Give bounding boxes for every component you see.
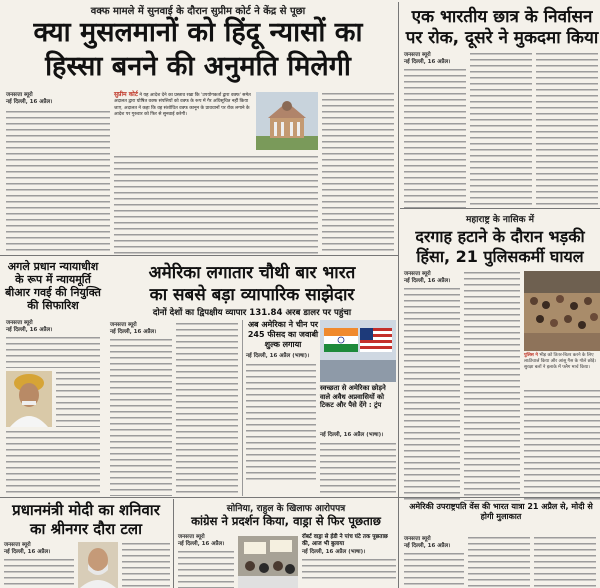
vadra-body bbox=[302, 558, 396, 582]
student-byline: जनसत्ता ब्यूरो नई दिल्ली, 16 अप्रैल। bbox=[404, 52, 451, 65]
student-headline-line1: एक भारतीय छात्र के निर्वासन bbox=[411, 7, 593, 27]
congress-headline: कांग्रेस ने प्रदर्शन किया, वाड्रा से फिर पूछताछ bbox=[191, 514, 381, 528]
tariff-sidebar-headline: अब अमेरिका ने चीन पर 245 फीसद का जवाबी शुल्क लगाया bbox=[247, 320, 319, 349]
congress-body bbox=[178, 550, 234, 588]
tariff-sidebar-body bbox=[246, 363, 316, 483]
chief-justice-body-right bbox=[56, 371, 100, 427]
vadra-dateline: नई दिल्ली, 16 अप्रैल (भाषा)। bbox=[302, 549, 366, 556]
congress-protest-photo bbox=[238, 536, 298, 588]
nashik-body-col1 bbox=[404, 287, 460, 501]
tweet-body bbox=[320, 442, 396, 496]
student-body-col2 bbox=[470, 52, 532, 208]
nashik-body-col2 bbox=[464, 271, 520, 501]
modi-headline-line1: प्रधानमंत्री मोदी का शनिवार bbox=[12, 501, 160, 519]
chief-justice-byline: जनसत्ता ब्यूरो नई दिल्ली, 16 अप्रैल। bbox=[6, 320, 53, 333]
vance-headline: अमेरिकी उपराष्ट्रपति वेंस की भारत यात्रा 21 अप्रैल से, मोदी से होगी मुलाकात bbox=[409, 502, 593, 521]
column-divider-right bbox=[398, 2, 399, 588]
lead-quote-text: ने यह आदेश देने का प्रस्ताव रखा कि 'उपयोगकर्ता द्वारा वक्फ' समेत अदालत द्वारा घोषित वक्फ संपत्तियों को वक्फ के रूप में गैर अधिसूचित नहीं किया जाए, अदालत ने कहा कि वह संशोधित वक्फ कानून के प्रावधानों पर रोक लगाने के आदेश पर गुरुवार को फिर से सुनवाई करेगी। bbox=[114, 93, 251, 118]
lead-body-col2 bbox=[114, 155, 318, 255]
modi-body-col1 bbox=[4, 558, 74, 588]
nashik-story bbox=[400, 209, 600, 501]
lead-body-col3 bbox=[322, 92, 394, 255]
congress-story bbox=[174, 498, 398, 588]
vance-body-col2 bbox=[468, 536, 530, 588]
lead-body-col1 bbox=[6, 110, 110, 255]
student-body-col3 bbox=[536, 52, 598, 208]
trade-headline-line2: का सबसे बड़ा व्यापारिक साझेदार bbox=[149, 285, 355, 305]
student-body-col1 bbox=[404, 68, 466, 208]
modi-story bbox=[0, 498, 172, 588]
vance-body-col1 bbox=[404, 552, 464, 588]
student-headline-line2: पर रोक, दूसरे ने मुकदमा किया bbox=[405, 28, 599, 48]
tariff-sidebar-dateline: नई दिल्ली, 16 अप्रैल (भाषा)। bbox=[246, 353, 310, 359]
chief-justice-body-bottom bbox=[6, 430, 100, 496]
india-us-flags-photo bbox=[320, 320, 396, 382]
trade-subhead: दोनों देशों का द्विपक्षीय व्यापार 131.84 अरब डालर पर पहुंचा bbox=[152, 308, 352, 318]
vance-body-col3 bbox=[534, 536, 596, 588]
congress-kicker: सोनिया, राहुल के खिलाफ आरोपपत्र bbox=[226, 504, 346, 514]
supreme-court-photo bbox=[256, 92, 318, 150]
nashik-body-col3 bbox=[524, 389, 600, 501]
trade-body-col2 bbox=[176, 322, 238, 496]
modi-byline: जनसत्ता ब्यूरो नई दिल्ली, 16 अप्रैल। bbox=[4, 542, 51, 555]
trade-story bbox=[106, 256, 398, 496]
modi-photo bbox=[78, 542, 118, 588]
congress-byline: जनसत्ता ब्यूरो नई दिल्ली, 16 अप्रैल। bbox=[178, 534, 225, 547]
nashik-crowd-photo bbox=[524, 271, 600, 351]
lead-byline: जनसत्ता ब्यूरो नई दिल्ली, 16 अप्रैल। bbox=[6, 92, 53, 105]
nashik-byline: जनसत्ता ब्यूरो नई दिल्ली, 16 अप्रैल। bbox=[404, 271, 451, 284]
trade-headline-line1: अमेरिका लगातार चौथी बार भारत bbox=[148, 263, 356, 283]
lead-kicker: वक्फ मामले में सुनवाई के दौरान सुप्रीम कोर्ट ने केंद्र से पूछा bbox=[90, 6, 306, 17]
vadra-headline: रॉबर्ट वाड्रा से ईडी ने पांच घंटे तक पूछताछ की, आज भी बुलाया bbox=[302, 534, 388, 548]
justice-gavai-photo bbox=[6, 371, 52, 427]
tweet-dateline: नई दिल्ली, 16 अप्रैल (भाषा)। bbox=[320, 432, 384, 438]
lead-quote-box bbox=[114, 92, 254, 152]
trade-body-col1 bbox=[110, 338, 172, 496]
tweet-headline: स्वच्छता से अमेरिका छोड़ने वाले अवैध अप्रवासियों को टिकट और पैसे देंगे : ट्रंप bbox=[320, 384, 386, 410]
nashik-headline-line2: हिंसा, 21 पुलिसकर्मी घायल bbox=[416, 247, 584, 266]
trade-byline: जनसत्ता ब्यूरो नई दिल्ली, 16 अप्रैल। bbox=[110, 322, 157, 335]
lead-story bbox=[0, 0, 396, 255]
student-story bbox=[400, 0, 600, 208]
lead-headline-line2: हिस्सा बनने की अनुमति मिलेगी bbox=[45, 51, 351, 82]
lead-quote-label: सुप्रीम कोर्ट bbox=[114, 91, 138, 98]
vance-story bbox=[400, 498, 600, 588]
chief-justice-body-top bbox=[6, 336, 100, 368]
nashik-headline-line1: दरगाह हटाने के दौरान भड़की bbox=[415, 227, 585, 246]
chief-justice-headline: अगले प्रधान न्यायाधीश के रूप में न्यायमूर्ति बीआर गवई की नियुक्ति की सिफारिश bbox=[5, 260, 101, 312]
nashik-photo-caption: पुलिस ने भीड़ को तितर-बितर करने के लिए लाठीचार्ज किया और आंसू गैस के गोले छोड़े। सुरक्षा बलों ने इलाके में फ्लैग मार्च किया। bbox=[524, 353, 597, 370]
modi-headline-line2: का श्रीनगर दौरा टला bbox=[30, 520, 142, 538]
nashik-kicker: महाराष्ट्र के नासिक में bbox=[465, 215, 535, 225]
lead-headline-line1: क्या मुसलमानों को हिंदू न्यासों का bbox=[33, 17, 363, 48]
vadra-sidebar bbox=[302, 534, 396, 588]
chief-justice-story bbox=[0, 256, 104, 496]
modi-body-col2 bbox=[122, 542, 170, 588]
vance-byline: जनसत्ता ब्यूरो नई दिल्ली, 16 अप्रैल। bbox=[404, 536, 451, 549]
tariff-sidebar bbox=[242, 320, 320, 496]
